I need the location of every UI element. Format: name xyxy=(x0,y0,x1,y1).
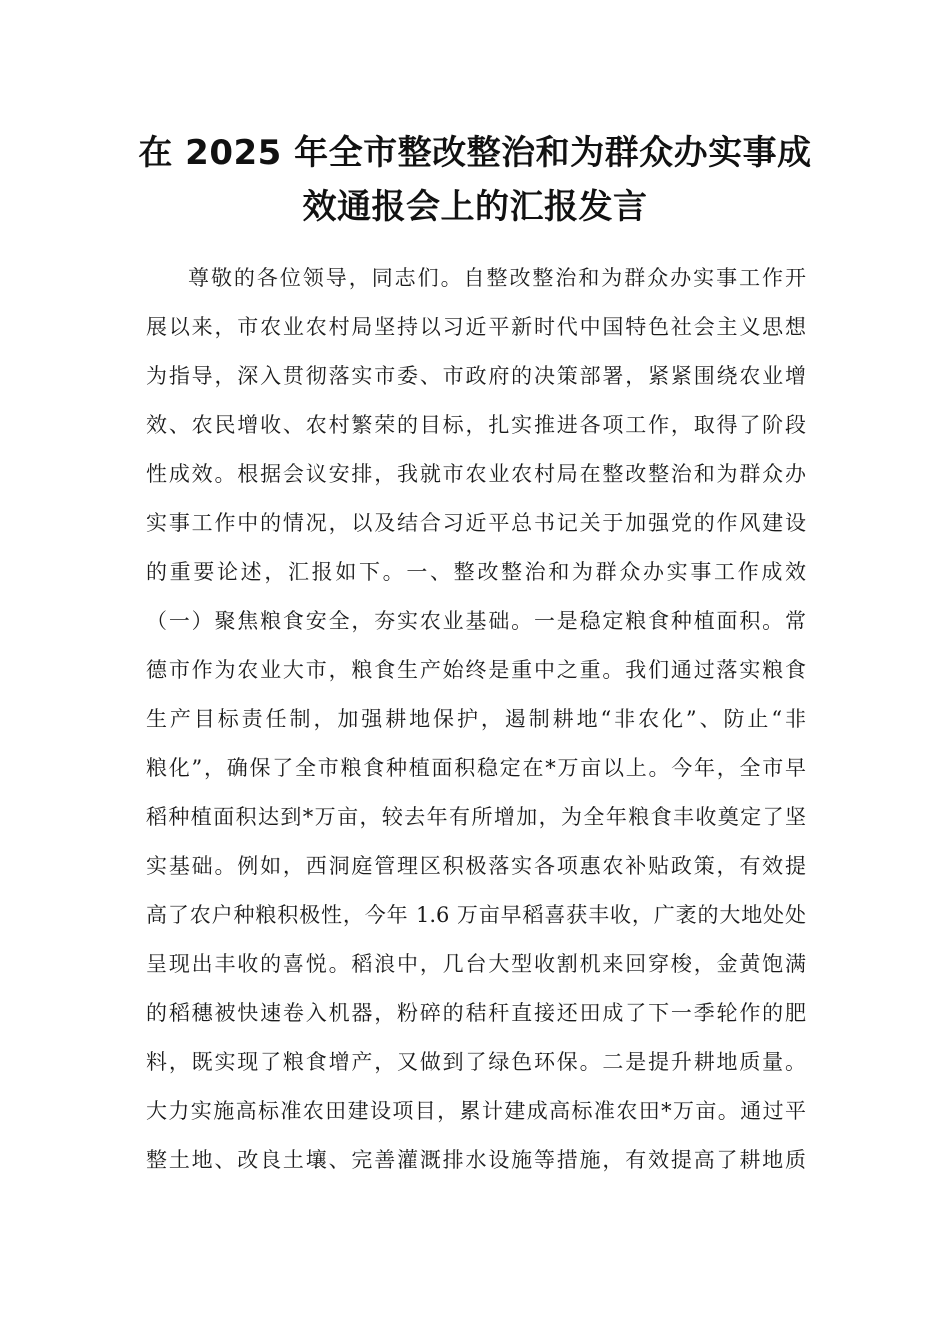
body-line: 大力实施高标准农田建设项目，累计建成高标准农田*万亩。通过平 xyxy=(146,1099,806,1123)
body-line: 的稻穗被快速卷入机器，粉碎的秸秆直接还田成了下一季轮作的肥 xyxy=(146,1001,806,1025)
body-line: 稻种植面积达到*万亩，较去年有所增加，为全年粮食丰收奠定了坚 xyxy=(146,805,806,829)
body-line: 性成效。根据会议安排，我就市农业农村局在整改整治和为群众办 xyxy=(146,462,806,486)
body-line: 粮化”，确保了全市粮食种植面积稳定在*万亩以上。今年，全市早 xyxy=(146,756,806,780)
body-line: （一）聚焦粮食安全，夯实农业基础。一是稳定粮食种植面积。常 xyxy=(146,609,806,633)
body-line: 尊敬的各位领导，同志们。自整改整治和为群众办实事工作开 xyxy=(188,266,806,290)
body-line: 的重要论述，汇报如下。一、整改整治和为群众办实事工作成效 xyxy=(146,560,806,584)
body-line: 整土地、改良土壤、完善灌溉排水设施等措施，有效提高了耕地质 xyxy=(146,1148,806,1172)
body-line: 呈现出丰收的喜悦。稻浪中，几台大型收割机来回穿梭，金黄饱满 xyxy=(146,952,806,976)
body-line: 为指导，深入贯彻落实市委、市政府的决策部署，紧紧围绕农业增 xyxy=(146,364,806,388)
body-paragraph xyxy=(146,254,806,1185)
body-line: 效、农民增收、农村繁荣的目标，扎实推进各项工作，取得了阶段 xyxy=(146,413,806,437)
body-line: 高了农户种粮积极性，今年 1.6 万亩早稻喜获丰收，广袤的大地处处 xyxy=(146,903,806,927)
title-line: 效通报会上的汇报发言 xyxy=(302,187,648,227)
body-line: 实事工作中的情况，以及结合习近平总书记关于加强党的作风建设 xyxy=(146,511,806,535)
document-title xyxy=(120,126,830,234)
body-line: 实基础。例如，西洞庭管理区积极落实各项惠农补贴政策，有效提 xyxy=(146,854,806,878)
body-line: 料，既实现了粮食增产，又做到了绿色环保。二是提升耕地质量。 xyxy=(146,1050,806,1074)
body-line: 生产目标责任制，加强耕地保护，遏制耕地“非农化”、防止“非 xyxy=(146,707,806,731)
body-line: 德市作为农业大市，粮食生产始终是重中之重。我们通过落实粮食 xyxy=(146,658,806,682)
title-line: 在 2025 年全市整改整治和为群众办实事成 xyxy=(138,133,812,173)
body-line: 展以来，市农业农村局坚持以习近平新时代中国特色社会主义思想 xyxy=(146,315,806,339)
